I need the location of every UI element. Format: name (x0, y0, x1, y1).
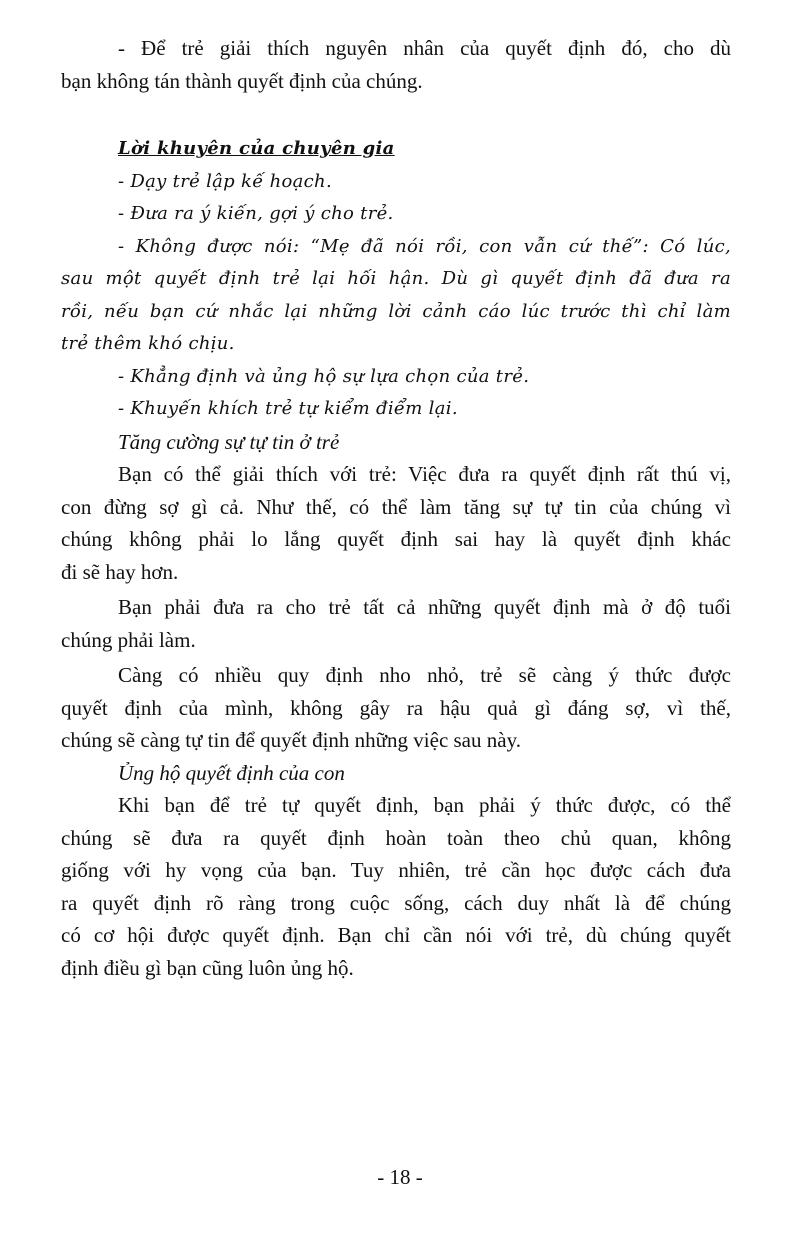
text-line: quyết định của mình, không gây ra hậu quả gì đáng sợ, vì thế, (61, 695, 731, 720)
advice-item: - Không được nói: “Mẹ đã nói rồi, con vẫn cứ thế”: Có lúc, (118, 235, 731, 257)
text-line: - Để trẻ giải thích nguyên nhân của quyết định đó, cho dù (118, 36, 731, 60)
intro-paragraph (61, 32, 731, 97)
text-line: Bạn phải đưa ra cho trẻ tất cả những quyết định mà ở độ tuổi (118, 595, 731, 619)
text-line: con đừng sợ gì cả. Như thế, có thể làm tăng sự tự tin của chúng vì (61, 494, 731, 519)
text-line: có cơ hội được quyết định. Bạn chỉ cần nói với trẻ, dù chúng quyết (61, 923, 731, 947)
expert-advice-section (61, 133, 731, 426)
text-line: định điều gì bạn cũng luôn ủng hộ. (61, 955, 354, 980)
text-line: chúng phải làm. (61, 627, 196, 652)
text-line: chúng sẽ càng tự tin để quyết định những việc sau này. (61, 728, 521, 752)
page-body (61, 32, 731, 984)
advice-item: - Dạy trẻ lập kế hoạch. (118, 170, 332, 192)
section-title: Tăng cường sự tự tin ở trẻ (118, 429, 340, 454)
text-line: giống với hy vọng của bạn. Tuy nhiên, trẻ cần học được cách đưa (61, 858, 731, 882)
text-line: Càng có nhiều quy định nho nhỏ, trẻ sẽ càng ý thức được (118, 663, 731, 687)
section-title: Ủng hộ quyết định của con (118, 760, 345, 785)
advice-heading-text: Lời khuyên của chuyên gia (118, 138, 395, 159)
text-line: đi sẽ hay hơn. (61, 559, 179, 584)
advice-item: - Khẳng định và ủng hộ sự lựa chọn của trẻ. (118, 365, 530, 387)
paragraph (61, 789, 731, 984)
advice-heading (61, 133, 731, 166)
text-line: trẻ thêm khó chịu. (61, 333, 235, 354)
page-number: - 18 - (377, 1165, 423, 1189)
text-line: chúng sẽ đưa ra quyết định hoàn toàn theo chủ quan, không (61, 825, 731, 850)
paragraph (61, 659, 731, 757)
paragraph (61, 458, 731, 588)
text-line: Khi bạn để trẻ tự quyết định, bạn phải ý thức được, có thể (118, 793, 731, 817)
advice-item: - Khuyến khích trẻ tự kiểm điểm lại. (118, 398, 458, 419)
text-line: bạn không tán thành quyết định của chúng. (61, 68, 423, 93)
text-line: ra quyết định rõ ràng trong cuộc sống, cách duy nhất là để chúng (61, 890, 731, 915)
advice-item: - Đưa ra ý kiến, gợi ý cho trẻ. (118, 203, 394, 224)
text-line: sau một quyết định trẻ lại hối hận. Dù gì quyết định đã đưa ra (61, 268, 731, 289)
text-line: chúng không phải lo lắng quyết định sai hay là quyết định khác (61, 527, 731, 551)
text-line: rồi, nếu bạn cứ nhắc lại những lời cảnh cáo lúc trước thì chỉ làm (61, 300, 731, 322)
text-line: Bạn có thể giải thích với trẻ: Việc đưa ra quyết định rất thú vị, (118, 462, 731, 486)
paragraph (61, 591, 731, 656)
